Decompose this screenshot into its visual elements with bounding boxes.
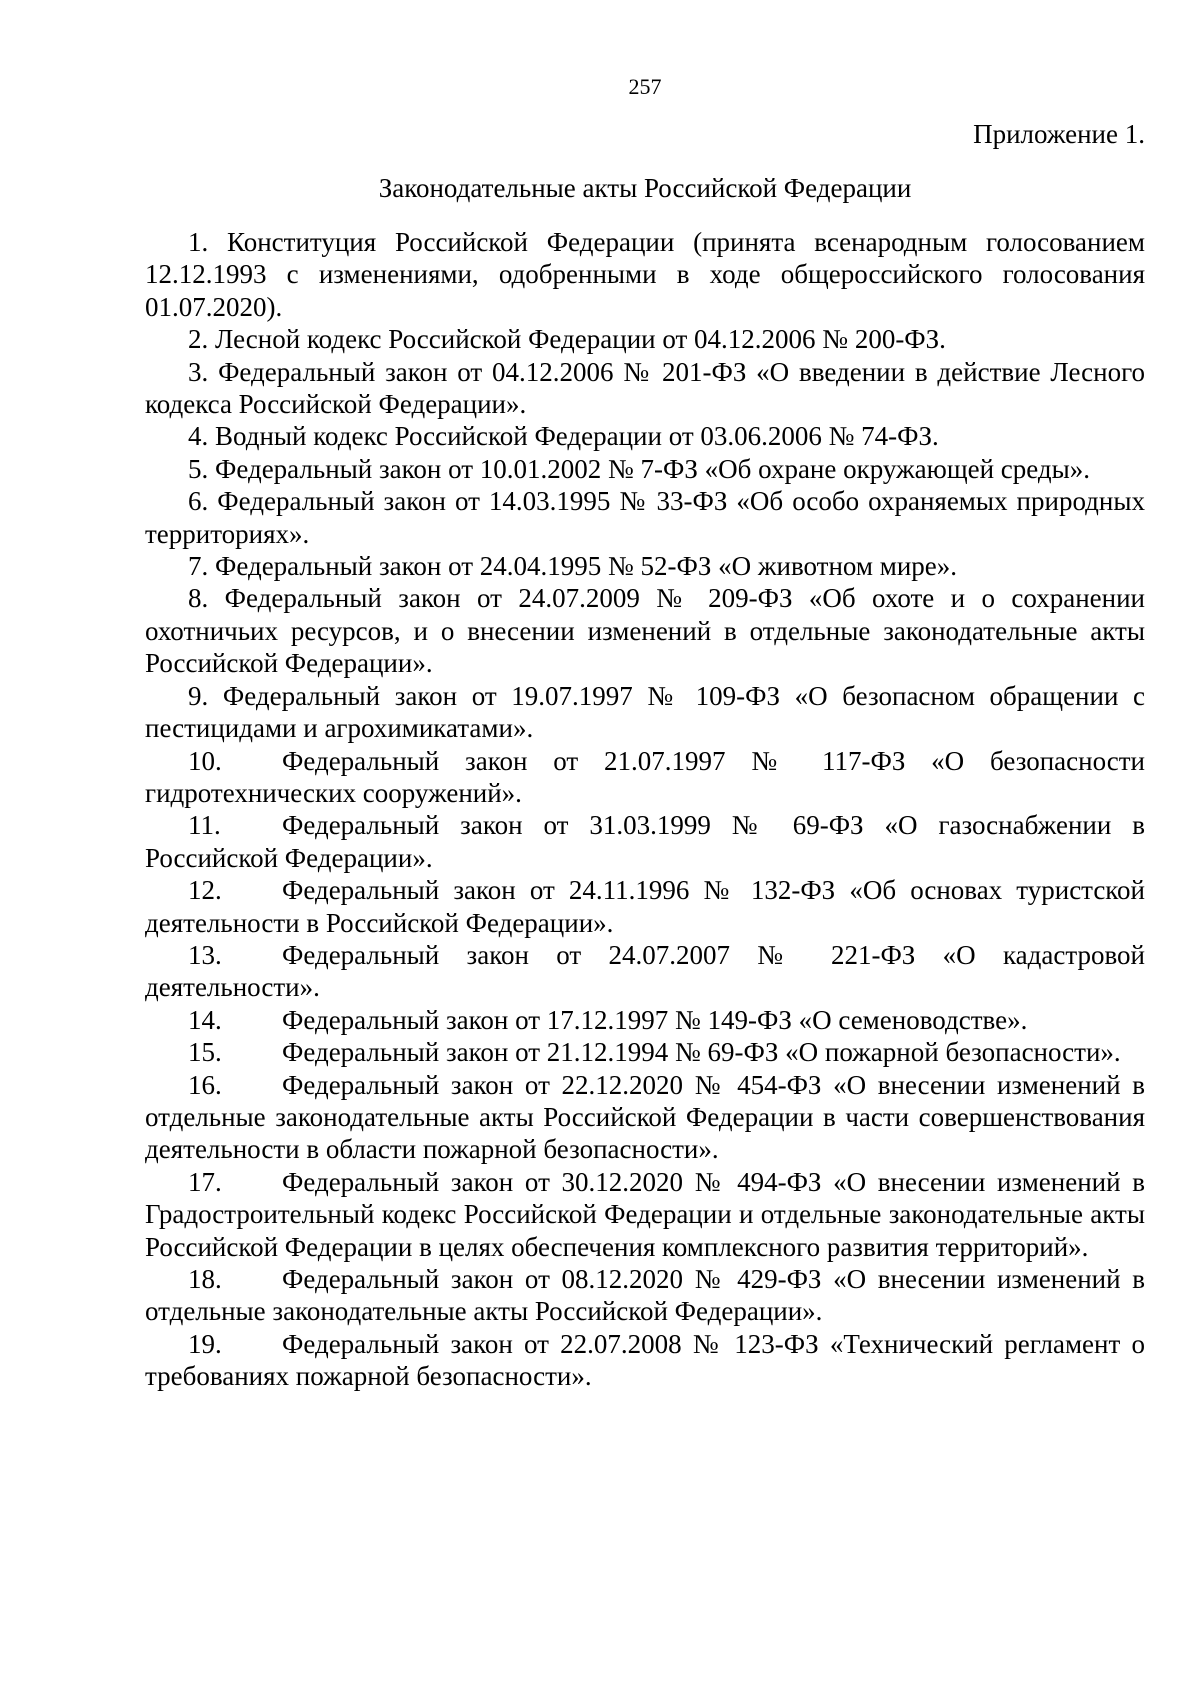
item-text: Федеральный закон от 22.07.2008 № 123-ФЗ «Технический регламент о требованиях пожарной безопасности». bbox=[145, 1328, 1145, 1392]
list-item bbox=[145, 680, 1145, 745]
list-item bbox=[145, 1328, 1145, 1393]
item-text: Федеральный закон от 10.01.2002 № 7-ФЗ «Об охране окружающей среды». bbox=[215, 453, 1091, 484]
list-item bbox=[145, 453, 1145, 485]
item-number: 19. bbox=[188, 1328, 222, 1359]
item-text: Федеральный закон от 04.12.2006 № 201-ФЗ «О введении в действие Лесного кодекса Российской Федерации». bbox=[145, 356, 1145, 420]
item-text: Федеральный закон от 24.04.1995 № 52-ФЗ «О животном мире». bbox=[215, 551, 958, 582]
item-text: Водный кодекс Российской Федерации от 03.06.2006 № 74-ФЗ. bbox=[215, 421, 939, 452]
list-item bbox=[145, 1166, 1145, 1263]
list-item bbox=[145, 1069, 1145, 1166]
item-text: Федеральный закон от 14.03.1995 № 33-ФЗ «Об особо охраняемых природных территориях». bbox=[145, 486, 1146, 549]
item-number: 15. bbox=[188, 1037, 222, 1068]
list-item bbox=[145, 323, 1145, 355]
list-item bbox=[145, 939, 1145, 1004]
list-item bbox=[145, 582, 1145, 679]
list-item bbox=[145, 809, 1145, 874]
item-text: Лесной кодекс Российской Федерации от 04.12.2006 № 200-ФЗ. bbox=[215, 324, 946, 355]
item-number: 1. bbox=[188, 227, 209, 257]
appendix-label: Приложение 1. bbox=[973, 119, 1145, 149]
item-number: 8. bbox=[188, 583, 209, 614]
item-number: 4. bbox=[188, 421, 209, 452]
item-text: Федеральный закон от 08.12.2020 № 429-ФЗ «О внесении изменений в отдельные законодательные акты Российской Федерации». bbox=[145, 1264, 1145, 1327]
item-number: 6. bbox=[188, 486, 209, 517]
item-number: 7. bbox=[188, 551, 209, 582]
list-item bbox=[145, 874, 1145, 939]
item-number: 16. bbox=[188, 1069, 222, 1100]
item-text: Конституция Российской Федерации (принята всенародным голосованием 12.12.1993 с изменениями, одобренными в ходе общероссийского голосования 01.07.2020). bbox=[145, 227, 1146, 322]
list-item bbox=[145, 745, 1145, 810]
page-number: 257 bbox=[628, 74, 662, 99]
list-item bbox=[145, 485, 1145, 550]
item-text: Федеральный закон от 24.11.1996 № 132-ФЗ «Об основах туристской деятельности в Российской Федерации». bbox=[145, 875, 1145, 938]
item-text: Федеральный закон от 19.07.1997 № 109-ФЗ «О безопасном обращении с пестицидами и агрохимикатами». bbox=[145, 680, 1146, 744]
list-item bbox=[145, 420, 1145, 452]
item-text: Федеральный закон от 21.12.1994 № 69-ФЗ «О пожарной безопасности». bbox=[282, 1037, 1121, 1068]
list-item bbox=[145, 550, 1145, 582]
list-item bbox=[145, 1004, 1145, 1036]
item-text: Федеральный закон от 24.07.2009 № 209-ФЗ «Об охоте и о сохранении охотничьих ресурсов, и о внесении изменений в отдельные законодательные акты Российской Федерации». bbox=[145, 583, 1145, 679]
item-text: Федеральный закон от 24.07.2007 № 221-ФЗ «О кадастровой деятельности». bbox=[145, 939, 1145, 1003]
item-text: Федеральный закон от 17.12.1997 № 149-ФЗ «О семеноводстве». bbox=[282, 1004, 1028, 1035]
item-number: 13. bbox=[188, 939, 222, 970]
item-number: 2. bbox=[188, 324, 209, 355]
item-number: 9. bbox=[188, 680, 209, 711]
item-text: Федеральный закон от 31.03.1999 № 69-ФЗ «О газоснабжении в Российской Федерации». bbox=[145, 810, 1145, 873]
item-text: Федеральный закон от 22.12.2020 № 454-ФЗ «О внесении изменений в отдельные законодательные акты Российской Федерации в части совершенствования деятельности в области пожарной безопасности». bbox=[145, 1069, 1145, 1165]
item-number: 5. bbox=[188, 453, 209, 484]
list-item bbox=[145, 226, 1145, 323]
item-number: 18. bbox=[188, 1264, 222, 1294]
item-number: 17. bbox=[188, 1166, 222, 1197]
list-item bbox=[145, 1036, 1145, 1068]
item-number: 3. bbox=[188, 356, 209, 387]
list-item bbox=[145, 1263, 1145, 1328]
list-item bbox=[145, 356, 1145, 421]
item-number: 11. bbox=[188, 810, 221, 841]
item-text: Федеральный закон от 21.07.1997 № 117-ФЗ «О безопасности гидротехнических сооружений». bbox=[145, 745, 1145, 808]
item-number: 12. bbox=[188, 875, 222, 906]
item-number: 10. bbox=[188, 745, 222, 776]
item-number: 14. bbox=[188, 1004, 222, 1035]
document-title: Законодательные акты Российской Федерации bbox=[378, 173, 912, 203]
laws-list bbox=[145, 226, 1145, 1393]
item-text: Федеральный закон от 30.12.2020 № 494-ФЗ «О внесении изменений в Градостроительный кодекс Российской Федерации и отдельные законодательные акты Российской Федерации в целях обеспечения комплексного развития территорий». bbox=[145, 1166, 1145, 1262]
document-page bbox=[145, 0, 1145, 1697]
